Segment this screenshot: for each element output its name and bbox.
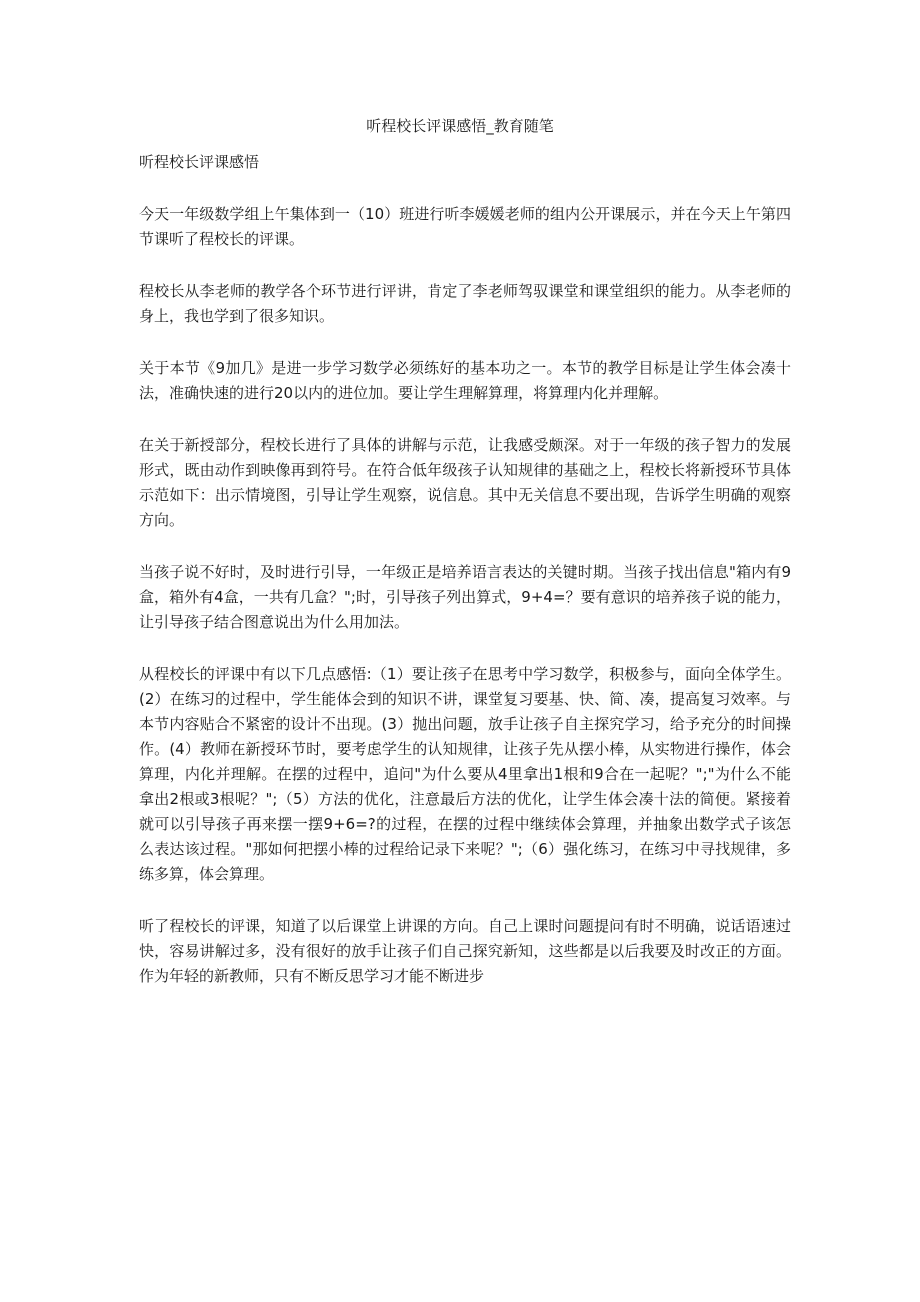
paragraph-4: 在关于新授部分，程校长进行了具体的讲解与示范，让我感受颇深。对于一年级的孩子智力的发展形式，既由动作到映像再到符号。在符合低年级孩子认知规律的基础之上，程校长将新授环节具体示范如下：出示情境图，引导让学生观察，说信息。其中无关信息不要出现，告诉学生明确的观察方向。 (139, 436, 791, 529)
document-body (139, 152, 791, 1016)
document-subtitle: 听程校长评课感悟 (139, 153, 260, 171)
paragraph-7: 听了程校长的评课，知道了以后课堂上讲课的方向。自己上课时问题提问有时不明确，说话语速过快，容易讲解过多，没有很好的放手让孩子们自己探究新知，这些都是以后我要及时改正的方面。作为年轻的新教师，只有不断反思学习才能不断进步 (139, 917, 791, 985)
paragraph-5: 当孩子说不好时，及时进行引导，一年级正是培养语言表达的关键时期。当孩子找出信息"箱内有9盒，箱外有4盒，一共有几盒？";时，引导孩子列出算式，9+4=？要有意识的培养孩子说的能力，让引导孩子结合图意说出为什么用加法。 (139, 563, 791, 631)
paragraph-1: 今天一年级数学组上午集体到一（10）班进行听李媛媛老师的组内公开课展示，并在今天上午第四节课听了程校长的评课。 (139, 205, 791, 248)
document-title: 听程校长评课感悟_教育随笔 (366, 117, 554, 135)
paragraph-3: 关于本节《9加几》是进一步学习数学必须练好的基本功之一。本节的教学目标是让学生体会凑十法，准确快速的进行20以内的进位加。要让学生理解算理，将算理内化并理解。 (139, 359, 791, 402)
paragraph-6: 从程校长的评课中有以下几点感悟:（1）要让孩子在思考中学习数学，积极参与，面向全体学生。(2）在练习的过程中，学生能体会到的知识不讲，课堂复习要基、快、简、凑，提高复习效率。与本节内容贴合不紧密的设计不出现。(3）抛出问题，放手让孩子自主探究学习，给予充分的时间操作。(4）教师在新授环节时，要考虑学生的认知规律，让孩子先从摆小棒，从实物进行操作，体会算理，内化并理解。在摆的过程中，追问"为什么要从4里拿出1根和9合在一起呢？";"为什么不能拿出2根或3根呢？";（5）方法的优化，注意最后方法的优化，让学生体会凑十法的简便。紧接着就可以引导孩子再来摆一摆9+6=?的过程，在摆的过程中继续体会算理，并抽象出数学式子该怎么表达该过程。"那如何把摆小棒的过程给记录下来呢？";（6）强化练习，在练习中寻找规律，多练多算，体会算理。 (139, 665, 791, 883)
paragraph-2: 程校长从李老师的教学各个环节进行评讲，肯定了李老师驾驭课堂和课堂组织的能力。从李老师的身上，我也学到了很多知识。 (139, 282, 791, 325)
